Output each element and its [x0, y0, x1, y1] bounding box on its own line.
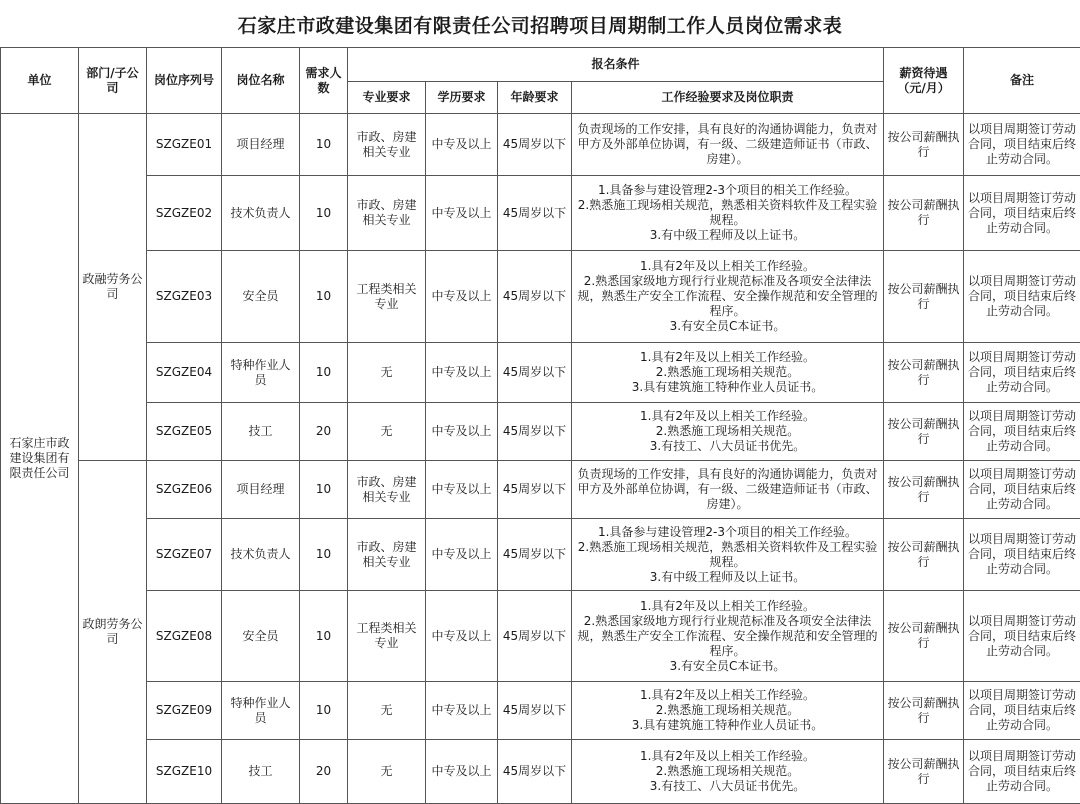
major-cell: 无: [348, 403, 426, 461]
duty-line: 3.有技工、八大员证书优先。: [575, 439, 880, 454]
header-education: 学历要求: [426, 82, 498, 114]
duty-line: 1.具有2年及以上相关工作经验。: [575, 599, 880, 614]
table-row: [1, 519, 1080, 591]
header-position-name: 岗位名称: [222, 48, 300, 114]
remark-cell: 以项目周期签订劳动合同，项目结束后终止劳动合同。: [964, 519, 1080, 591]
table-body: [1, 114, 1080, 804]
position-name-cell: 安全员: [222, 251, 300, 343]
salary-cell: 按公司薪酬执行: [884, 114, 964, 176]
header-department: 部门/子公司: [79, 48, 147, 114]
position-code-cell: SZGZE07: [147, 519, 222, 591]
experience-duties-cell: [572, 403, 884, 461]
position-code-cell: SZGZE09: [147, 682, 222, 740]
duty-line: 2.熟悉施工现场相关规范。: [575, 764, 880, 779]
table-row: [1, 740, 1080, 804]
header-salary: 薪资待遇（元/月）: [884, 48, 964, 114]
headcount-cell: 10: [300, 251, 348, 343]
table-row: [1, 176, 1080, 251]
position-name-cell: 技工: [222, 403, 300, 461]
header-age: 年龄要求: [498, 82, 572, 114]
remark-cell: 以项目周期签订劳动合同，项目结束后终止劳动合同。: [964, 343, 1080, 403]
department-name-cell: 政融劳务公司: [79, 114, 147, 461]
table-row: [1, 682, 1080, 740]
position-code-cell: SZGZE02: [147, 176, 222, 251]
table-row: [1, 114, 1080, 176]
header-row-1: [1, 48, 1080, 82]
position-name-cell: 技工: [222, 740, 300, 804]
experience-duties-cell: [572, 251, 884, 343]
experience-duties-cell: [572, 343, 884, 403]
duty-line: 2.熟悉国家级地方现行行业规范标准及各项安全法律法规，熟悉生产安全工作流程、安全操作规范和安全管理的程序。: [575, 274, 880, 319]
duty-line: 1.具有2年及以上相关工作经验。: [575, 350, 880, 365]
position-code-cell: SZGZE01: [147, 114, 222, 176]
position-code-cell: SZGZE06: [147, 461, 222, 519]
headcount-cell: 10: [300, 519, 348, 591]
major-cell: 市政、房建相关专业: [348, 461, 426, 519]
position-code-cell: SZGZE05: [147, 403, 222, 461]
table-row: [1, 591, 1080, 682]
duty-line: 1.具有2年及以上相关工作经验。: [575, 688, 880, 703]
position-code-cell: SZGZE08: [147, 591, 222, 682]
remark-cell: 以项目周期签订劳动合同，项目结束后终止劳动合同。: [964, 176, 1080, 251]
age-cell: 45周岁以下: [498, 682, 572, 740]
age-cell: 45周岁以下: [498, 251, 572, 343]
salary-cell: 按公司薪酬执行: [884, 591, 964, 682]
headcount-cell: 10: [300, 461, 348, 519]
major-cell: 市政、房建相关专业: [348, 176, 426, 251]
age-cell: 45周岁以下: [498, 114, 572, 176]
salary-cell: 按公司薪酬执行: [884, 461, 964, 519]
salary-cell: 按公司薪酬执行: [884, 251, 964, 343]
salary-cell: 按公司薪酬执行: [884, 343, 964, 403]
department-name-cell: 政朗劳务公司: [79, 461, 147, 804]
duty-line: 3.有中级工程师及以上证书。: [575, 570, 880, 585]
duty-line: 2.熟悉施工现场相关规范。: [575, 365, 880, 380]
position-name-cell: 特种作业人员: [222, 343, 300, 403]
age-cell: 45周岁以下: [498, 461, 572, 519]
salary-cell: 按公司薪酬执行: [884, 519, 964, 591]
duty-line: 1.具备参与建设管理2-3个项目的相关工作经验。: [575, 525, 880, 540]
duty-line: 1.具有2年及以上相关工作经验。: [575, 259, 880, 274]
education-cell: 中专及以上: [426, 461, 498, 519]
table-row: [1, 461, 1080, 519]
experience-duties-cell: [572, 461, 884, 519]
duty-line: 1.具备参与建设管理2-3个项目的相关工作经验。: [575, 183, 880, 198]
duty-line: 负责现场的工作安排，具有良好的沟通协调能力，负责对甲方及外部单位协调，有一级、二级建造师证书（市政、房建）。: [575, 467, 880, 512]
position-code-cell: SZGZE10: [147, 740, 222, 804]
duty-line: 3.有安全员C本证书。: [575, 319, 880, 334]
duty-line: 2.熟悉施工现场相关规范，熟悉相关资料软件及工程实验规程。: [575, 198, 880, 228]
age-cell: 45周岁以下: [498, 176, 572, 251]
position-name-cell: 技术负责人: [222, 176, 300, 251]
major-cell: 无: [348, 682, 426, 740]
education-cell: 中专及以上: [426, 176, 498, 251]
position-name-cell: 特种作业人员: [222, 682, 300, 740]
education-cell: 中专及以上: [426, 403, 498, 461]
headcount-cell: 10: [300, 114, 348, 176]
education-cell: 中专及以上: [426, 682, 498, 740]
position-code-cell: SZGZE03: [147, 251, 222, 343]
duty-line: 2.熟悉国家级地方现行行业规范标准及各项安全法律法规，熟悉生产安全工作流程、安全操作规范和安全管理的程序。: [575, 614, 880, 659]
experience-duties-cell: [572, 740, 884, 804]
experience-duties-cell: [572, 114, 884, 176]
table-row: [1, 251, 1080, 343]
remark-cell: 以项目周期签订劳动合同，项目结束后终止劳动合同。: [964, 682, 1080, 740]
education-cell: 中专及以上: [426, 519, 498, 591]
duty-line: 3.有技工、八大员证书优先。: [575, 779, 880, 794]
education-cell: 中专及以上: [426, 114, 498, 176]
position-name-cell: 安全员: [222, 591, 300, 682]
duty-line: 负责现场的工作安排，具有良好的沟通协调能力，负责对甲方及外部单位协调，有一级、二级建造师证书（市政、房建）。: [575, 122, 880, 167]
duty-line: 1.具有2年及以上相关工作经验。: [575, 749, 880, 764]
remark-cell: 以项目周期签订劳动合同，项目结束后终止劳动合同。: [964, 114, 1080, 176]
headcount-cell: 10: [300, 682, 348, 740]
major-cell: 市政、房建相关专业: [348, 114, 426, 176]
headcount-cell: 20: [300, 403, 348, 461]
duty-line: 3.有安全员C本证书。: [575, 659, 880, 674]
duty-line: 2.熟悉施工现场相关规范，熟悉相关资料软件及工程实验规程。: [575, 540, 880, 570]
header-conditions: 报名条件: [348, 48, 884, 82]
age-cell: 45周岁以下: [498, 403, 572, 461]
duty-line: 2.熟悉施工现场相关规范。: [575, 703, 880, 718]
major-cell: 无: [348, 343, 426, 403]
salary-cell: 按公司薪酬执行: [884, 682, 964, 740]
remark-cell: 以项目周期签订劳动合同，项目结束后终止劳动合同。: [964, 591, 1080, 682]
position-requirements-table: [0, 47, 1080, 804]
experience-duties-cell: [572, 591, 884, 682]
duty-line: 3.具有建筑施工特种作业人员证书。: [575, 718, 880, 733]
major-cell: 工程类相关专业: [348, 251, 426, 343]
header-unit: 单位: [1, 48, 79, 114]
duty-line: 3.有中级工程师及以上证书。: [575, 228, 880, 243]
unit-name-cell: 石家庄市政建设集团有限责任公司: [1, 114, 79, 804]
table-row: [1, 343, 1080, 403]
position-code-cell: SZGZE04: [147, 343, 222, 403]
headcount-cell: 20: [300, 740, 348, 804]
age-cell: 45周岁以下: [498, 591, 572, 682]
age-cell: 45周岁以下: [498, 519, 572, 591]
age-cell: 45周岁以下: [498, 740, 572, 804]
remark-cell: 以项目周期签订劳动合同，项目结束后终止劳动合同。: [964, 740, 1080, 804]
education-cell: 中专及以上: [426, 740, 498, 804]
header-experience: 工作经验要求及岗位职责: [572, 82, 884, 114]
remark-cell: 以项目周期签订劳动合同，项目结束后终止劳动合同。: [964, 403, 1080, 461]
experience-duties-cell: [572, 176, 884, 251]
salary-cell: 按公司薪酬执行: [884, 176, 964, 251]
document-title: 石家庄市政建设集团有限责任公司招聘项目周期制工作人员岗位需求表: [0, 0, 1080, 48]
education-cell: 中专及以上: [426, 343, 498, 403]
header-major: 专业要求: [348, 82, 426, 114]
experience-duties-cell: [572, 519, 884, 591]
major-cell: 市政、房建相关专业: [348, 519, 426, 591]
education-cell: 中专及以上: [426, 251, 498, 343]
position-name-cell: 技术负责人: [222, 519, 300, 591]
position-name-cell: 项目经理: [222, 461, 300, 519]
duty-line: 1.具有2年及以上相关工作经验。: [575, 409, 880, 424]
major-cell: 工程类相关专业: [348, 591, 426, 682]
age-cell: 45周岁以下: [498, 343, 572, 403]
duty-line: 2.熟悉施工现场相关规范。: [575, 424, 880, 439]
experience-duties-cell: [572, 682, 884, 740]
duty-line: 3.具有建筑施工特种作业人员证书。: [575, 380, 880, 395]
education-cell: 中专及以上: [426, 591, 498, 682]
headcount-cell: 10: [300, 176, 348, 251]
headcount-cell: 10: [300, 591, 348, 682]
remark-cell: 以项目周期签订劳动合同，项目结束后终止劳动合同。: [964, 461, 1080, 519]
headcount-cell: 10: [300, 343, 348, 403]
header-remark: 备注: [964, 48, 1080, 114]
major-cell: 无: [348, 740, 426, 804]
salary-cell: 按公司薪酬执行: [884, 403, 964, 461]
header-position-code: 岗位序列号: [147, 48, 222, 114]
header-headcount: 需求人数: [300, 48, 348, 114]
position-name-cell: 项目经理: [222, 114, 300, 176]
remark-cell: 以项目周期签订劳动合同，项目结束后终止劳动合同。: [964, 251, 1080, 343]
salary-cell: 按公司薪酬执行: [884, 740, 964, 804]
table-row: [1, 403, 1080, 461]
